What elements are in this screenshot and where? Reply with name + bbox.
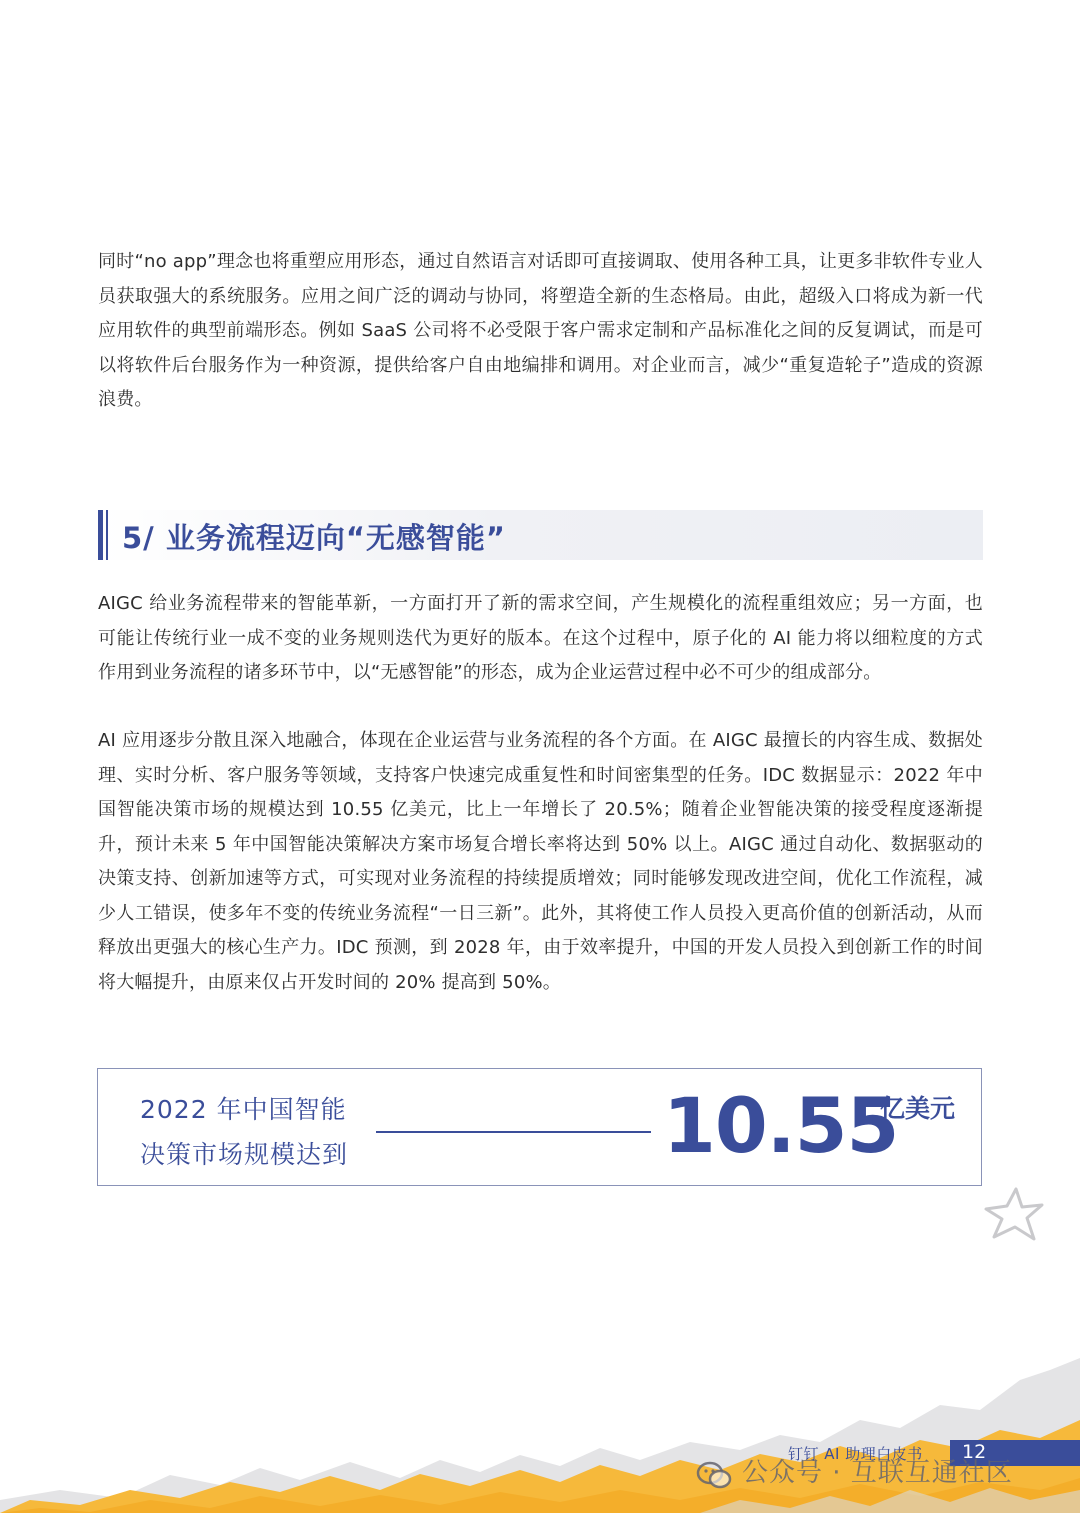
section-accent-bar-thin: [106, 510, 108, 560]
paragraph-ai-application: AI 应用逐步分散且深入地融合，体现在企业运营与业务流程的各个方面。在 AIGC 最擅长的内容生成、数据处理、实时分析、客户服务等领域，支持客户快速完成重复性和时间密集型的任务。IDC 数据显示：2022 年中国智能决策市场的规模达到 10.55 亿美元，比上一年增长了 20.5%；随着企业智能决策的接受程度逐渐提升，预计未来 5 年中国智能决策解决方案市场复合增长率将达到 50% 以上。AIGC 通过自动化、数据驱动的决策支持、创新加速等方式，可实现对业务流程的持续提质增效；同时能够发现改进空间，优化工作流程，减少人工错误，使多年不变的传统业务流程“一日三新”。此外，其将使工作人员投入更高价值的创新活动，从而释放出更强大的核心生产力。IDC 预测，到 2028 年，由于效率提升，中国的开发人员投入到创新工作的时间将大幅提升，由原来仅占开发时间的 20% 提高到 50%。: [98, 730, 983, 993]
paragraph-aigc-innovation: AIGC 给业务流程带来的智能革新，一方面打开了新的需求空间，产生规模化的流程重组效应；另一方面，也可能让传统行业一成不变的业务规则迭代为更好的版本。在这个过程中，原子化的 AI 能力将以细粒度的方式作用到业务流程的诸多环节中，以“无感智能”的形态，成为企业运营过程中必不可少的组成部分。: [98, 593, 983, 683]
page-number: 12: [962, 1441, 987, 1463]
paragraph-intro: 同时“no app”理念也将重塑应用形态，通过自然语言对话即可直接调取、使用各种工具，让更多非软件专业人员获取强大的系统服务。应用之间广泛的调动与协同，将塑造全新的生态格局。由此，超级入口将成为新一代应用软件的典型前端形态。例如 SaaS 公司将不必受限于客户需求定制和产品标准化之间的反复调试，而是可以将软件后台服务作为一种资源，提供给客户自由地编排和调用。对企业而言，减少“重复造轮子”造成的资源浪费。: [98, 251, 983, 410]
footer-document-title: 钉钉 AI 助理白皮书: [788, 1445, 923, 1463]
stat-label: [140, 1087, 348, 1177]
stat-unit: 亿美元: [880, 1094, 956, 1123]
star-outline-icon: [982, 1185, 1046, 1247]
wechat-icon: [696, 1460, 732, 1490]
stat-label-line2: 决策市场规模达到: [140, 1140, 349, 1169]
stat-divider-line: [376, 1131, 651, 1133]
section-heading: [98, 510, 983, 560]
stat-callout-box: [97, 1068, 982, 1186]
stat-label-line1: 2022 年中国智能: [140, 1095, 347, 1124]
stat-number: 10.55: [663, 1081, 899, 1170]
watermark-text: 公众号 · 互联互通社区: [742, 1458, 1013, 1488]
section-accent-bar: [98, 510, 103, 560]
section-title: 5/ 业务流程迈向“无感智能”: [122, 521, 506, 555]
